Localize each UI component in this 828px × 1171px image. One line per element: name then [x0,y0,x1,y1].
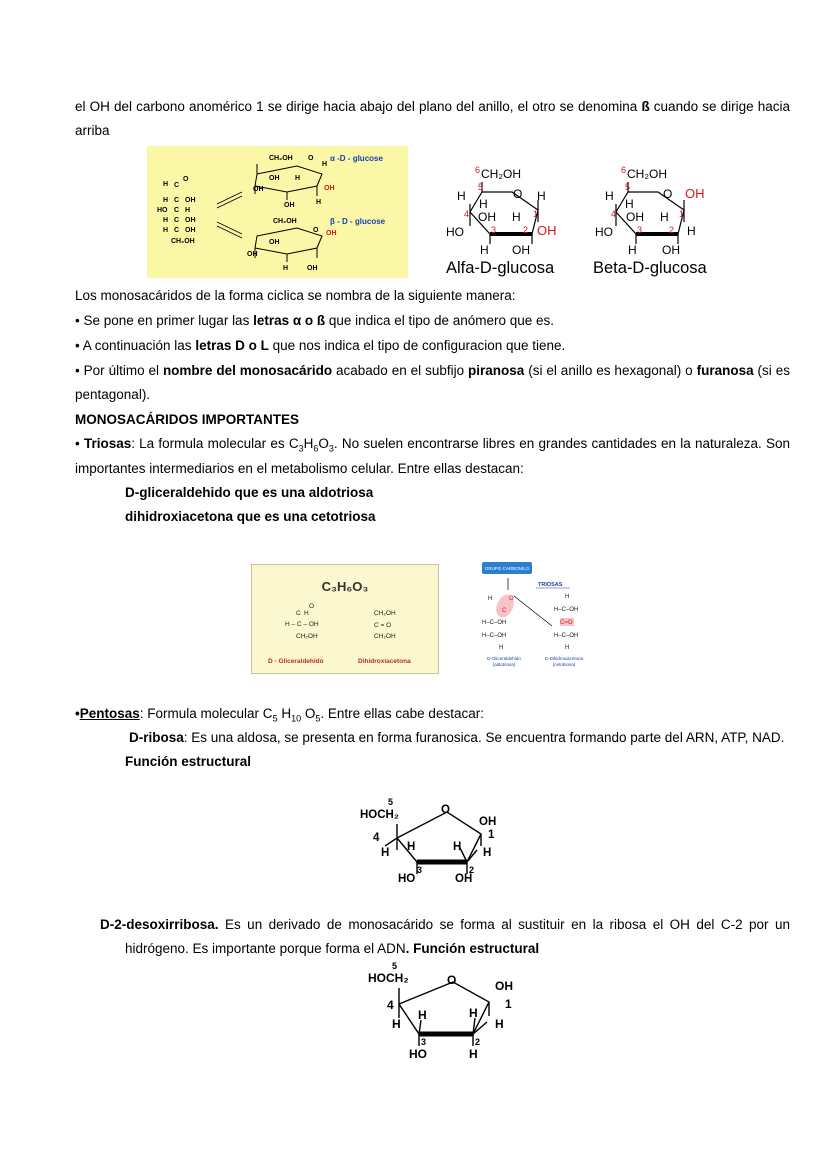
svg-text:TRIOSAS: TRIOSAS [538,582,563,588]
svg-text:H: H [322,161,328,168]
svg-text:6: 6 [475,165,481,175]
svg-text:H: H [457,189,466,203]
svg-text:H: H [480,243,489,257]
svg-text:H–C–OH: H–C–OH [482,620,507,626]
triose-formula-figure [251,564,439,674]
svg-text:OH: OH [185,217,196,224]
naming-bullet-3-cont: pentagonal). [75,387,151,402]
svg-text:C=O: C=O [560,620,573,626]
glucose-fischer-svg [147,146,408,278]
svg-text:H: H [163,181,169,188]
svg-text:CH₂OH: CH₂OH [374,633,396,640]
deoxy-line-2: hidrógeno. Es importante porque forma el ADN. Función estructural [125,941,540,956]
svg-text:H: H [628,243,637,257]
svg-text:5: 5 [388,798,394,807]
svg-text:4: 4 [387,998,394,1012]
svg-text:O: O [447,973,457,987]
svg-text:OH: OH [495,979,513,993]
svg-text:H: H [687,224,696,238]
svg-text:6: 6 [621,165,627,175]
beta-caption: Beta-D-glucosa [593,259,707,277]
svg-text:C: C [174,227,180,234]
svg-text:O: O [183,176,189,183]
svg-text:OH: OH [479,816,497,828]
naming-bullet-3: • Por último el nombre del monosacárido acabado en el subfijo piranosa (si el anillo es hexagonal) o furanosa (si es [75,363,790,378]
pentosas-line: •Pentosas: Formula molecular $C_5$ $H_{10}$ $O_5$. Entre ellas cabe destacar: [75,706,484,724]
svg-text:4: 4 [464,209,470,219]
svg-text:H: H [163,217,169,224]
triosas-line-2: importantes intermediarios en el metabolismo celular. Entre ellas destacan: [75,461,524,476]
svg-text:H: H [479,197,488,211]
svg-text:O: O [313,227,319,234]
svg-text:C: C [174,207,180,214]
svg-text:OH: OH [307,265,318,272]
svg-text:(cetotriosa): (cetotriosa) [552,662,576,667]
svg-text:HO: HO [595,225,613,239]
triosas-line-1: • Triosas: La formula molecular es $C_3H_6O_3$. No suelen encontrarse libres en grandes cantidades en la naturaleza. Son [75,436,790,454]
svg-text:H: H [625,197,634,211]
svg-text:H: H [469,1006,478,1020]
svg-text:H: H [163,197,169,204]
triosas-item-1: D-gliceraldehido que es una aldotriosa [125,485,374,500]
svg-text:H: H [295,175,301,182]
svg-text:H: H [163,227,169,234]
svg-text:OH: OH [455,873,473,885]
svg-text:D-Dihidroxiacetona: D-Dihidroxiacetona [544,656,584,661]
svg-text:C₃H₆O₃: C₃H₆O₃ [321,579,369,594]
svg-text:H: H [453,841,462,853]
svg-text:OH: OH [662,243,680,257]
deoxyribose-structure-svg [365,962,525,1064]
svg-text:O: O [308,155,314,162]
svg-text:HO: HO [446,225,464,239]
svg-text:H: H [407,841,416,853]
svg-text:HO: HO [157,207,168,214]
svg-text:H: H [499,645,504,651]
svg-text:H–C–OH: H–C–OH [482,633,507,639]
svg-text:OH: OH [269,239,280,246]
svg-text:α -D - glucose: α -D - glucose [330,154,383,163]
svg-text:O: O [663,187,673,201]
svg-text:1: 1 [488,829,495,841]
svg-text:H: H [512,210,521,224]
svg-text:OH: OH [324,185,335,192]
ribosa-function: Función estructural [125,754,252,769]
svg-text:CH₂OH: CH₂OH [296,633,318,640]
svg-text:3: 3 [421,1037,427,1047]
svg-text:C: C [502,608,507,614]
svg-text:OH: OH [284,202,295,209]
svg-text:H–C–OH: H–C–OH [554,633,579,639]
triose-formula-svg [252,565,438,673]
svg-text:H: H [392,1017,401,1031]
svg-text:CH₂OH: CH₂OH [481,167,521,181]
intro-line-1: el OH del carbono anomérico 1 se dirige hacia abajo del plano del anillo, el otro se denomina ß cuando se dirige hacia [75,99,790,114]
svg-text:2: 2 [523,225,529,235]
svg-text:5: 5 [392,962,398,971]
svg-text:H: H [605,189,614,203]
svg-text:OH: OH [626,210,644,224]
svg-text:H: H [316,199,322,206]
svg-text:H: H [565,594,570,600]
triose-carbonyl-svg [480,560,600,672]
svg-text:OH: OH [685,186,705,201]
svg-text:OH: OH [512,243,530,257]
svg-text:C: C [296,610,301,617]
intro-line-2: arriba [75,123,110,138]
svg-text:CH₂OH: CH₂OH [627,167,667,181]
deoxy-line-1: D-2-desoxirribosa. Es un derivado de monosacárido se forma al sustituir en la ribosa el OH del C-2 por un [100,917,790,932]
glucose-haworth-svg [440,160,730,280]
svg-text:1: 1 [533,209,539,219]
svg-text:OH: OH [269,175,280,182]
svg-text:H – C – OH: H – C – OH [285,621,319,628]
triose-carbonyl-figure [480,560,600,672]
triosas-item-2: dihidroxiacetona que es una cetotriosa [125,509,376,524]
svg-text:2: 2 [475,1037,481,1047]
glucose-haworth-figure [440,160,730,280]
svg-text:H: H [488,596,493,602]
svg-text:1: 1 [679,209,685,219]
svg-text:3: 3 [417,865,423,875]
svg-text:CH₂OH: CH₂OH [273,218,297,225]
svg-text:3: 3 [637,225,643,235]
alfa-caption: Alfa-D-glucosa [446,259,555,277]
ribosa-line: D-ribosa: Es una aldosa, se presenta en forma furanosica. Se encuentra formando parte del ARN, ATP, NAD. [129,730,785,745]
deoxyribose-structure-figure [365,962,525,1064]
svg-text:O: O [441,804,450,816]
naming-intro: Los monosacáridos de la forma ciclica se nombra de la siguiente manera: [75,288,516,303]
svg-text:H: H [304,610,309,617]
svg-text:H: H [283,265,289,272]
svg-text:H–C–OH: H–C–OH [554,607,579,613]
svg-text:OH: OH [253,186,264,193]
svg-text:D - Gliceraldehido: D - Gliceraldehido [268,658,324,665]
svg-text:CH₂OH: CH₂OH [171,238,195,245]
ribose-structure-figure [355,798,515,888]
svg-text:2: 2 [669,225,675,235]
svg-text:H: H [381,847,390,859]
svg-text:O: O [309,603,315,610]
svg-text:H: H [418,1008,427,1022]
svg-text:OH: OH [537,223,557,238]
svg-text:5: 5 [478,182,484,192]
important-heading: MONOSACÁRIDOS IMPORTANTES [75,412,300,427]
svg-text:OH: OH [185,197,196,204]
svg-text:O: O [509,596,514,602]
svg-text:OH: OH [478,210,496,224]
svg-text:HO: HO [409,1047,427,1061]
svg-text:3: 3 [491,225,497,235]
svg-text:CH₂OH: CH₂OH [374,610,396,617]
svg-text:C = O: C = O [374,622,392,629]
svg-text:5: 5 [625,182,631,192]
naming-bullet-2: • A continuación las letras D o L que nos indica el tipo de configuracion que tiene. [75,338,566,353]
svg-text:OH: OH [326,230,337,237]
svg-text:4: 4 [611,209,617,219]
svg-text:OH: OH [247,251,258,258]
svg-text:HO: HO [398,873,416,885]
svg-text:4: 4 [373,832,380,844]
svg-text:H: H [495,1017,504,1031]
naming-bullet-1: • Se pone en primer lugar las letras α o ß que indica el tipo de anómero que es. [75,313,555,328]
svg-text:Dihidroxiacetona: Dihidroxiacetona [358,658,411,665]
svg-text:O: O [513,187,523,201]
svg-text:C: C [174,217,180,224]
svg-text:H: H [469,1047,478,1061]
glucose-fischer-figure [147,146,408,278]
svg-text:β - D - glucose: β - D - glucose [330,217,386,226]
svg-text:CH₂OH: CH₂OH [269,155,293,162]
svg-text:GRUPO CARBONILO: GRUPO CARBONILO [484,566,530,571]
svg-text:H: H [483,847,492,859]
svg-text:D-Gliceraldehído: D-Gliceraldehído [487,656,521,661]
svg-text:H: H [537,189,546,203]
svg-text:HOCH₂: HOCH₂ [368,971,409,985]
svg-text:H: H [185,207,191,214]
svg-text:2: 2 [469,865,475,875]
svg-text:C: C [174,197,180,204]
svg-text:OH: OH [185,227,196,234]
svg-text:1: 1 [505,997,512,1011]
svg-text:HOCH₂: HOCH₂ [360,809,399,821]
svg-text:C: C [174,182,180,189]
svg-text:(aldotriosa): (aldotriosa) [492,662,516,667]
ribose-structure-svg [355,798,515,888]
svg-text:H: H [660,210,669,224]
svg-text:H: H [565,645,570,651]
